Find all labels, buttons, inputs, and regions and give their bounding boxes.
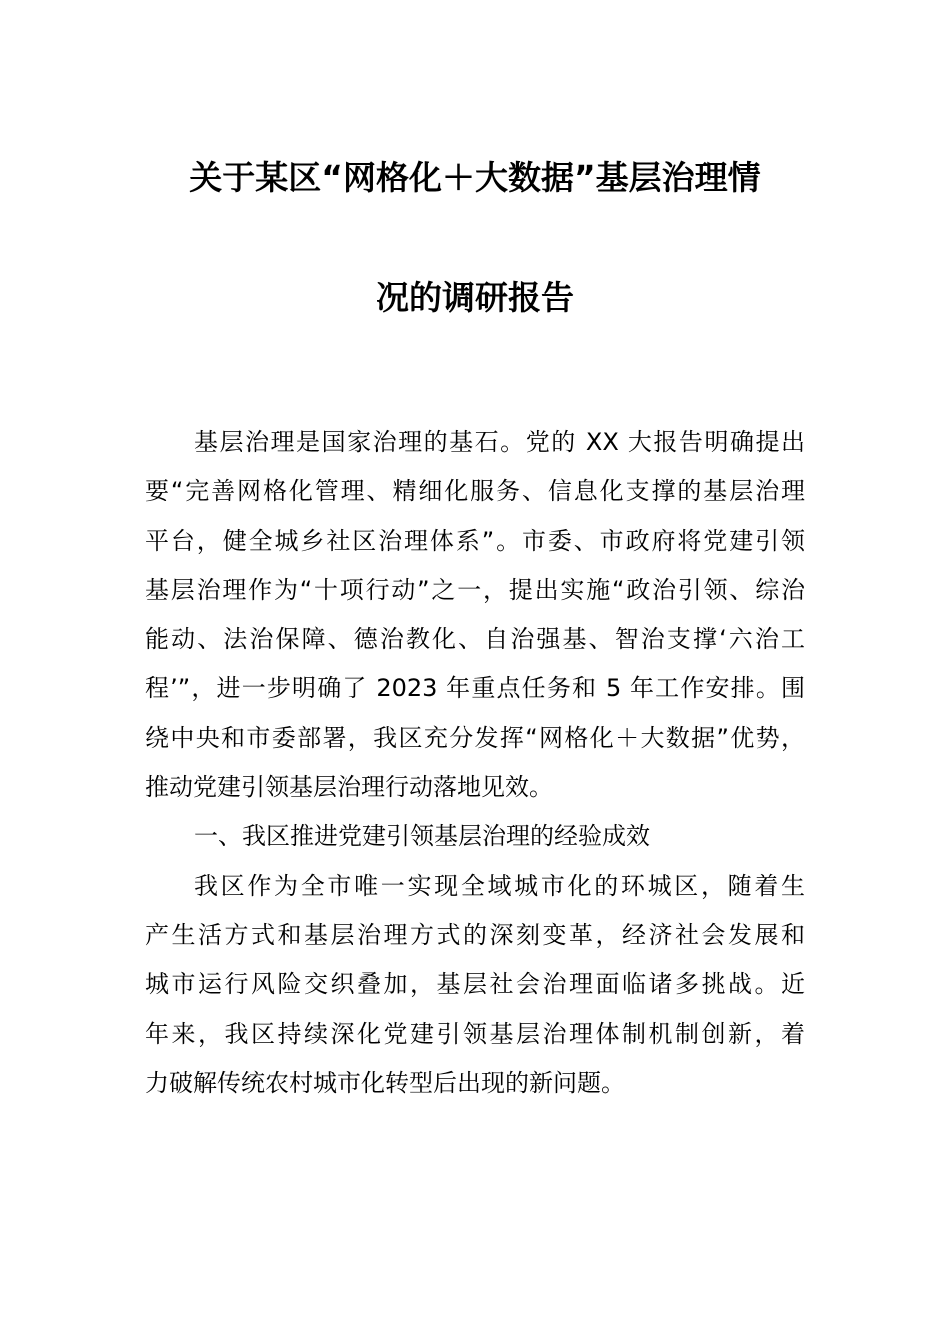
paragraph-line: 力破解传统农村城市化转型后出现的新问题。 [145, 1068, 625, 1097]
paragraph-section-1 [145, 862, 805, 1108]
paragraph-line: 基层治理作为“十项行动”之一，提出实施“政治引领、综治 [145, 575, 805, 604]
paragraph-line: 能动、法治保障、德治教化、自治强基、智治支撑‘六治工 [145, 625, 805, 654]
document-title-line-2: 况的调研报告 [376, 278, 574, 317]
paragraph-line: 基层治理是国家治理的基石。党的 XX 大报告明确提出 [194, 428, 805, 456]
paragraph-intro [145, 418, 805, 812]
paragraph-line: 平台，健全城乡社区治理体系”。市委、市政府将党建引领 [145, 526, 805, 555]
paragraph-line: 我区作为全市唯一实现全域城市化的环城区，随着生 [194, 871, 805, 900]
paragraph-line: 产生活方式和基层治理方式的深刻变革，经济社会发展和 [145, 920, 805, 949]
paragraph-line: 绕中央和市委部署，我区充分发挥“网格化＋大数据”优势， [145, 723, 805, 752]
paragraph-line: 推动党建引领基层治理行动落地见效。 [145, 773, 553, 802]
document-title-line-1: 关于某区“网格化＋大数据”基层治理情 [189, 158, 761, 197]
paragraph-line: 程’”，进一步明确了 2023 年重点任务和 5 年工作安排。围 [145, 674, 805, 703]
paragraph-line: 年来，我区持续深化党建引领基层治理体制机制创新，着 [145, 1019, 805, 1048]
document-body [145, 418, 805, 1108]
paragraph-line: 城市运行风险交织叠加，基层社会治理面临诸多挑战。近 [145, 970, 805, 999]
section-heading-1 [145, 812, 805, 861]
paragraph-line: 要“完善网格化管理、精细化服务、信息化支撑的基层治理 [145, 477, 805, 506]
section-heading-text: 一、我区推进党建引领基层治理的经验成效 [194, 822, 650, 851]
